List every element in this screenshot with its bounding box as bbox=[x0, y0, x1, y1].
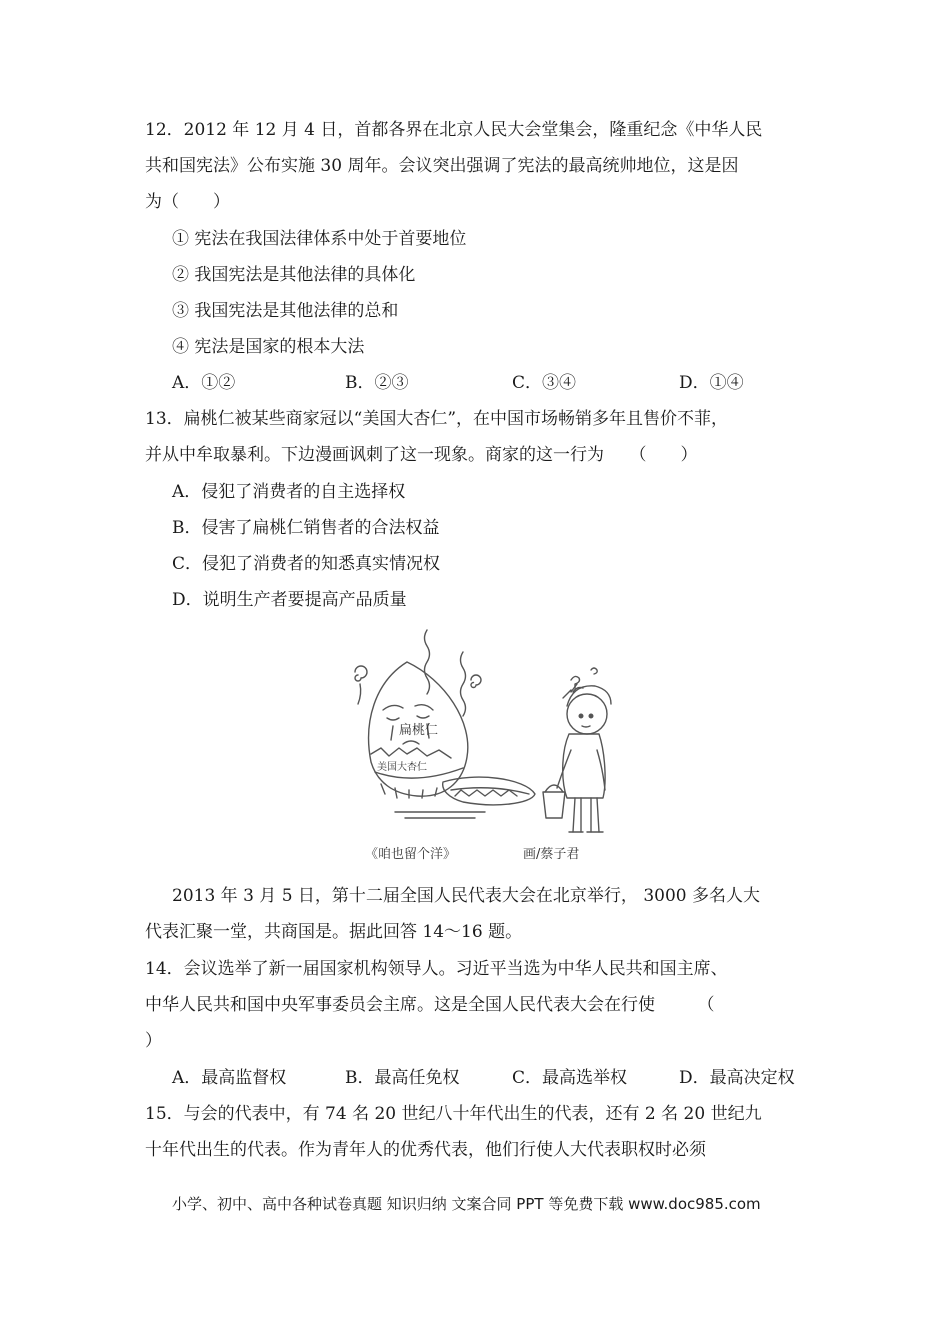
q12-stem-line-2: 共和国宪法》公布实施 30 周年。会议突出强调了宪法的最高统帅地位，这是因 bbox=[145, 156, 739, 176]
q14-option-c: C．最高选举权 bbox=[512, 1068, 628, 1088]
cartoon-label-main: 扁桃仁 bbox=[399, 723, 439, 738]
cartoon-illustration bbox=[335, 622, 635, 867]
q14-stem-line-2: 中华人民共和国中央军事委员会主席。这是全国人民代表大会在行使 （ bbox=[145, 995, 715, 1015]
q13-option-a: A．侵犯了消费者的自主选择权 bbox=[172, 482, 406, 502]
cartoon-caption-author: 画/蔡子君 bbox=[523, 847, 580, 862]
q12-option-b: B．②③ bbox=[345, 373, 409, 393]
q12-item-4: ④ 宪法是国家的根本大法 bbox=[172, 337, 365, 357]
q14-option-b: B．最高任免权 bbox=[345, 1068, 460, 1088]
q13-stem-line-2: 并从中牟取暴利。下边漫画讽刺了这一现象。商家的这一行为 （ ） bbox=[145, 445, 698, 465]
q12-option-a: A．①② bbox=[172, 373, 236, 393]
q15-stem-line-1: 15．与会的代表中，有 74 名 20 世纪八十年代出生的代表，还有 2 名 20 世纪九 bbox=[145, 1104, 762, 1124]
page-footer: 小学、初中、高中各种试卷真题 知识归纳 文案合同 PPT 等免费下载 www.doc985.com bbox=[172, 1195, 761, 1213]
q12-item-2: ② 我国宪法是其他法律的具体化 bbox=[172, 265, 416, 285]
q13-stem-line-1: 13．扁桃仁被某些商家冠以“美国大杏仁”，在中国市场畅销多年且售价不菲， bbox=[145, 409, 729, 429]
q15-stem-line-2: 十年代出生的代表。作为青年人的优秀代表，他们行使人大代表职权时必须 bbox=[145, 1140, 706, 1160]
q12-stem-line-1: 12．2012 年 12 月 4 日，首都各界在北京人民大会堂集会，隆重纪念《中华人民 bbox=[145, 120, 763, 140]
q12-item-3: ③ 我国宪法是其他法律的总和 bbox=[172, 301, 399, 321]
q12-stem-line-3: 为（ ） bbox=[145, 192, 230, 212]
q12-item-1: ① 宪法在我国法律体系中处于首要地位 bbox=[172, 229, 467, 249]
intro-line-1: 2013 年 3 月 5 日，第十二届全国人民代表大会在北京举行， 3000 多名人大 bbox=[172, 886, 760, 906]
q12-option-c: C．③④ bbox=[512, 373, 577, 393]
q14-stem-line-1: 14．会议选举了新一届国家机构领导人。习近平当选为中华人民共和国主席、 bbox=[145, 959, 728, 979]
q14-option-d: D．最高决定权 bbox=[679, 1068, 795, 1088]
intro-line-2: 代表汇聚一堂，共商国是。据此回答 14～16 题。 bbox=[145, 922, 523, 942]
q14-option-a: A．最高监督权 bbox=[172, 1068, 287, 1088]
q13-option-c: C．侵犯了消费者的知悉真实情况权 bbox=[172, 554, 441, 574]
q13-option-d: D．说明生产者要提高产品质量 bbox=[172, 590, 407, 610]
q14-stem-line-3: ） bbox=[145, 1031, 162, 1051]
cartoon-caption-title: 《咱也留个洋》 bbox=[365, 847, 457, 862]
q13-option-b: B．侵害了扁桃仁销售者的合法权益 bbox=[172, 518, 440, 538]
q12-option-d: D．①④ bbox=[679, 373, 744, 393]
cartoon-label-shell: 美国大杏仁 bbox=[377, 762, 427, 773]
